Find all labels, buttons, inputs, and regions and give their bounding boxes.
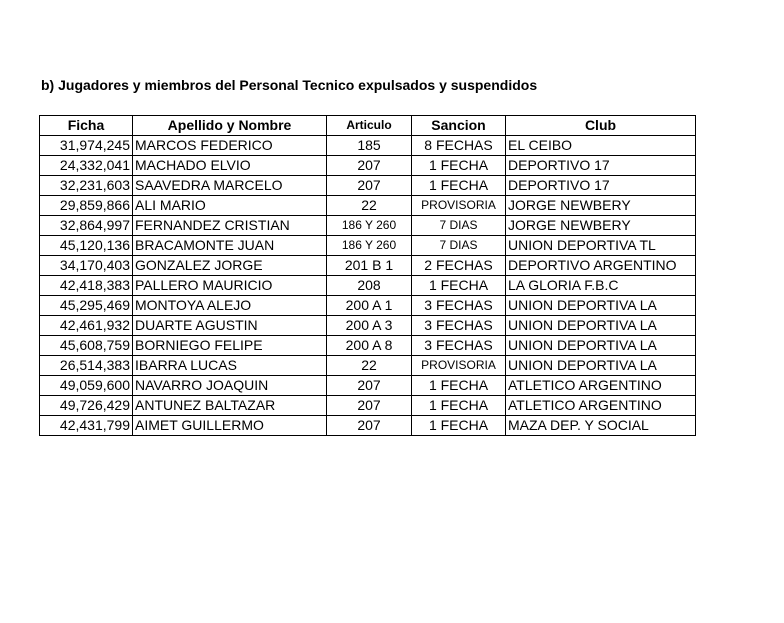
cell-sancion: 2 FECHAS bbox=[412, 256, 506, 276]
cell-club: UNION DEPORTIVA LA bbox=[506, 336, 696, 356]
cell-sancion: PROVISORIA bbox=[412, 196, 506, 216]
cell-ficha: 34,170,403 bbox=[40, 256, 133, 276]
cell-club: JORGE NEWBERY bbox=[506, 196, 696, 216]
cell-nombre: BORNIEGO FELIPE bbox=[133, 336, 327, 356]
cell-ficha: 29,859,866 bbox=[40, 196, 133, 216]
cell-ficha: 45,608,759 bbox=[40, 336, 133, 356]
header-nombre: Apellido y Nombre bbox=[133, 116, 327, 136]
cell-club: DEPORTIVO ARGENTINO bbox=[506, 256, 696, 276]
header-club: Club bbox=[506, 116, 696, 136]
cell-sancion: 1 FECHA bbox=[412, 276, 506, 296]
table-row bbox=[40, 396, 696, 416]
cell-articulo: 201 B 1 bbox=[327, 256, 412, 276]
cell-ficha: 32,231,603 bbox=[40, 176, 133, 196]
cell-nombre: NAVARRO JOAQUIN bbox=[133, 376, 327, 396]
cell-ficha: 45,295,469 bbox=[40, 296, 133, 316]
table-row bbox=[40, 336, 696, 356]
header-ficha: Ficha bbox=[40, 116, 133, 136]
cell-nombre: BRACAMONTE JUAN bbox=[133, 236, 327, 256]
cell-nombre: DUARTE AGUSTIN bbox=[133, 316, 327, 336]
cell-articulo: 200 A 1 bbox=[327, 296, 412, 316]
cell-nombre: MACHADO ELVIO bbox=[133, 156, 327, 176]
cell-club: UNION DEPORTIVA LA bbox=[506, 296, 696, 316]
cell-articulo: 200 A 8 bbox=[327, 336, 412, 356]
table-row bbox=[40, 376, 696, 396]
table-header-row bbox=[40, 116, 696, 136]
cell-club: ATLETICO ARGENTINO bbox=[506, 376, 696, 396]
cell-nombre: SAAVEDRA MARCELO bbox=[133, 176, 327, 196]
cell-sancion: 3 FECHAS bbox=[412, 336, 506, 356]
cell-articulo: 22 bbox=[327, 196, 412, 216]
cell-nombre: MARCOS FEDERICO bbox=[133, 136, 327, 156]
table-row bbox=[40, 236, 696, 256]
cell-articulo: 200 A 3 bbox=[327, 316, 412, 336]
table-row bbox=[40, 156, 696, 176]
cell-club: DEPORTIVO 17 bbox=[506, 176, 696, 196]
cell-articulo: 186 Y 260 bbox=[327, 216, 412, 236]
sanctions-table bbox=[39, 115, 696, 436]
cell-articulo: 207 bbox=[327, 156, 412, 176]
cell-ficha: 32,864,997 bbox=[40, 216, 133, 236]
cell-sancion: 3 FECHAS bbox=[412, 316, 506, 336]
page-title: b) Jugadores y miembros del Personal Tecnico expulsados y suspendidos bbox=[41, 77, 538, 93]
cell-nombre: GONZALEZ JORGE bbox=[133, 256, 327, 276]
cell-nombre: AIMET GUILLERMO bbox=[133, 416, 327, 436]
cell-sancion: 1 FECHA bbox=[412, 396, 506, 416]
header-sancion: Sancion bbox=[412, 116, 506, 136]
cell-club: LA GLORIA F.B.C bbox=[506, 276, 696, 296]
cell-nombre: ANTUNEZ BALTAZAR bbox=[133, 396, 327, 416]
cell-club: UNION DEPORTIVA TL bbox=[506, 236, 696, 256]
cell-articulo: 208 bbox=[327, 276, 412, 296]
cell-articulo: 207 bbox=[327, 376, 412, 396]
header-articulo: Articulo bbox=[327, 116, 412, 136]
cell-articulo: 207 bbox=[327, 176, 412, 196]
table-row bbox=[40, 216, 696, 236]
cell-sancion: 1 FECHA bbox=[412, 176, 506, 196]
cell-ficha: 42,461,932 bbox=[40, 316, 133, 336]
cell-articulo: 207 bbox=[327, 416, 412, 436]
cell-articulo: 22 bbox=[327, 356, 412, 376]
cell-articulo: 207 bbox=[327, 396, 412, 416]
cell-club: UNION DEPORTIVA LA bbox=[506, 316, 696, 336]
table-row bbox=[40, 316, 696, 336]
cell-club: DEPORTIVO 17 bbox=[506, 156, 696, 176]
table-row bbox=[40, 256, 696, 276]
cell-articulo: 185 bbox=[327, 136, 412, 156]
cell-ficha: 26,514,383 bbox=[40, 356, 133, 376]
cell-club: JORGE NEWBERY bbox=[506, 216, 696, 236]
cell-ficha: 49,059,600 bbox=[40, 376, 133, 396]
table-row bbox=[40, 176, 696, 196]
cell-nombre: MONTOYA ALEJO bbox=[133, 296, 327, 316]
cell-club: MAZA DEP. Y SOCIAL bbox=[506, 416, 696, 436]
cell-ficha: 42,431,799 bbox=[40, 416, 133, 436]
cell-nombre: PALLERO MAURICIO bbox=[133, 276, 327, 296]
table-row bbox=[40, 196, 696, 216]
cell-ficha: 49,726,429 bbox=[40, 396, 133, 416]
cell-sancion: 1 FECHA bbox=[412, 416, 506, 436]
cell-ficha: 45,120,136 bbox=[40, 236, 133, 256]
cell-sancion: 7 DIAS bbox=[412, 216, 506, 236]
cell-club: UNION DEPORTIVA LA bbox=[506, 356, 696, 376]
table-row bbox=[40, 416, 696, 436]
table-row bbox=[40, 296, 696, 316]
cell-nombre: ALI MARIO bbox=[133, 196, 327, 216]
cell-ficha: 24,332,041 bbox=[40, 156, 133, 176]
cell-nombre: FERNANDEZ CRISTIAN bbox=[133, 216, 327, 236]
cell-sancion: 7 DIAS bbox=[412, 236, 506, 256]
cell-club: EL CEIBO bbox=[506, 136, 696, 156]
cell-club: ATLETICO ARGENTINO bbox=[506, 396, 696, 416]
cell-ficha: 42,418,383 bbox=[40, 276, 133, 296]
cell-sancion: 1 FECHA bbox=[412, 156, 506, 176]
cell-sancion: 1 FECHA bbox=[412, 376, 506, 396]
cell-sancion: 8 FECHAS bbox=[412, 136, 506, 156]
cell-articulo: 186 Y 260 bbox=[327, 236, 412, 256]
cell-sancion: PROVISORIA bbox=[412, 356, 506, 376]
table-row bbox=[40, 276, 696, 296]
cell-sancion: 3 FECHAS bbox=[412, 296, 506, 316]
table-row bbox=[40, 136, 696, 156]
table-row bbox=[40, 356, 696, 376]
cell-ficha: 31,974,245 bbox=[40, 136, 133, 156]
cell-nombre: IBARRA LUCAS bbox=[133, 356, 327, 376]
